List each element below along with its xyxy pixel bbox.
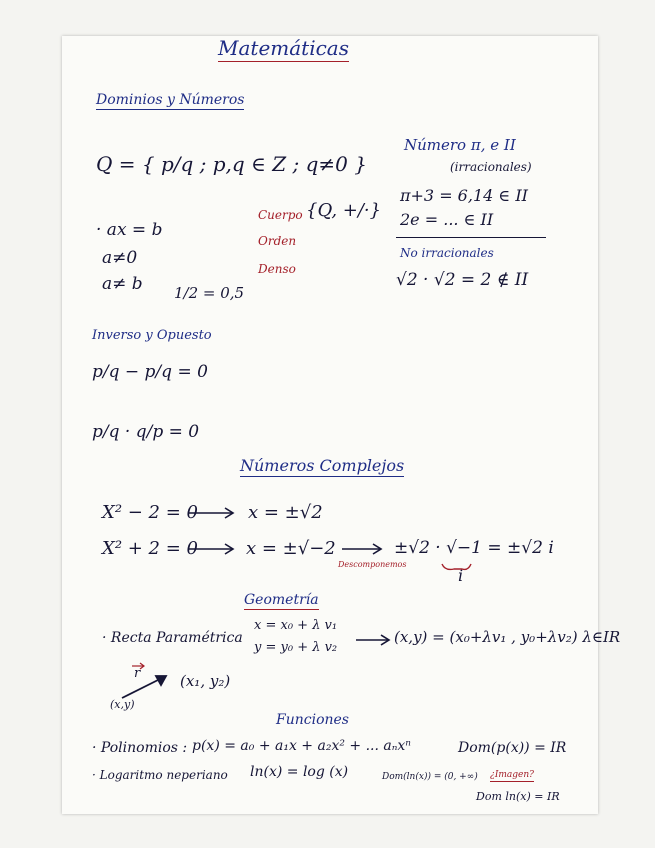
section-heading-complejos: Números Complejos xyxy=(240,456,405,475)
property-orden: Orden xyxy=(258,234,297,248)
half-value: 1/2 = 0,5 xyxy=(174,284,245,302)
vector-r-label: r xyxy=(134,666,141,681)
page-title: Matemáticas xyxy=(218,36,349,60)
arrow-icon-1 xyxy=(188,508,233,518)
complex-eq1-left: X² − 2 = 0 xyxy=(102,502,198,523)
section-heading-inverso: Inverso y Opuesto xyxy=(92,328,212,343)
vector-hat-icon xyxy=(132,663,144,669)
polynomial-domain: Dom(p(x)) = IR xyxy=(458,740,567,756)
polynomial-equation: p(x) = a₀ + a₁x + a₂x² + ... aₙxⁿ xyxy=(192,738,411,754)
equation-ax-b: · ax = b xyxy=(96,220,163,240)
irracionales-label: (irracionales) xyxy=(450,160,532,174)
root-example: √2 · √2 = 2 ∉ II xyxy=(396,270,529,290)
parametric-result: (x,y) = (x₀+λv₁ , y₀+λv₂) λ∈IR xyxy=(394,628,621,646)
parametric-y: y = y₀ + λ v₂ xyxy=(254,640,338,655)
descomponemos-label: Descomponemos xyxy=(338,560,407,569)
complex-eq2-left: X² + 2 = 0 xyxy=(102,538,198,559)
polinomios-label: · Polinomios : xyxy=(92,740,188,756)
inverso-equation: p/q · q/p = 0 xyxy=(92,422,200,442)
cuerpo-set: {Q, +/·} xyxy=(306,200,382,221)
pi-example-2: 2e = ... ∈ II xyxy=(400,210,494,229)
imagen-question: ¿Imagen? xyxy=(490,770,534,780)
vector-origin-point: (x,y) xyxy=(110,698,135,711)
section-heading-geometria: Geometría xyxy=(244,592,319,608)
imaginary-unit-label: i xyxy=(458,566,464,585)
opuesto-equation: p/q − p/q = 0 xyxy=(92,362,208,382)
section-heading-dominios: Dominios y Números xyxy=(96,92,245,108)
log-equation: ln(x) = log (x) xyxy=(250,764,349,780)
brace-icon xyxy=(442,564,471,569)
section-heading-funciones: Funciones xyxy=(276,712,349,728)
vector-target-point: (x₁, y₂) xyxy=(180,672,231,690)
log-domain: Dom(ln(x)) = (0, +∞) xyxy=(382,772,478,782)
log-domain-2: Dom ln(x) = IR xyxy=(476,790,560,803)
notebook-page xyxy=(62,36,621,814)
vector-arrow-icon xyxy=(122,676,166,698)
complex-eq2-mid: x = ±√−2 xyxy=(246,538,336,559)
complex-eq1-right: x = ±√2 xyxy=(248,502,323,523)
hand-drawn-strokes xyxy=(62,36,598,814)
no-irracionales-label: No irracionales xyxy=(400,246,494,260)
property-denso: Denso xyxy=(258,262,296,276)
parametric-x: x = x₀ + λ v₁ xyxy=(254,618,338,633)
recta-parametrica-label: · Recta Paramétrica xyxy=(102,630,243,646)
arrow-icon-2 xyxy=(188,544,233,554)
pi-example-1: π+3 = 6,14 ∈ II xyxy=(400,186,528,205)
property-cuerpo: Cuerpo xyxy=(258,208,303,222)
pi-heading: Número π, e II xyxy=(404,136,516,154)
condition-a-neq-0: a≠0 xyxy=(102,248,138,268)
arrow-icon-4 xyxy=(356,635,389,645)
condition-a-neq-b: a≠ b xyxy=(102,274,143,294)
arrow-icon-3 xyxy=(342,544,381,554)
logaritmo-label: · Logaritmo neperiano xyxy=(92,768,228,782)
complex-eq2-right: ±√2 · √−1 = ±√2 i xyxy=(394,538,554,558)
set-q-definition: Q = { p/q ; p,q ∈ Z ; q≠0 } xyxy=(96,152,367,176)
